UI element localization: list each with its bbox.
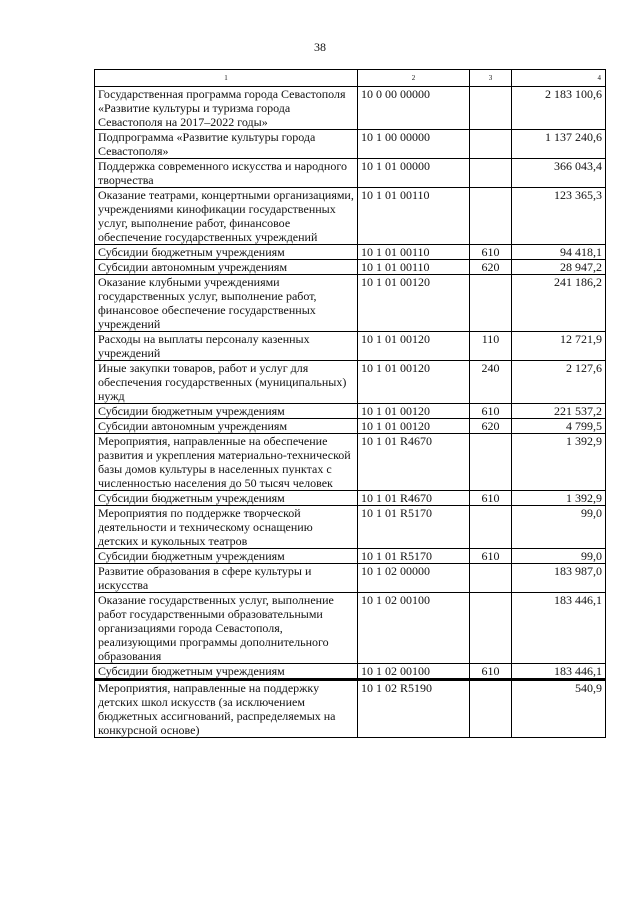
- row-code: 10 1 01 00120: [358, 404, 470, 419]
- row-name: Оказание государственных услуг, выполнение работ государственными образовательными организациями города Севастополя, реализующими программы дополнительного образования: [95, 593, 358, 664]
- row-name: Субсидии автономным учреждениям: [95, 260, 358, 275]
- row-expense-type: [470, 188, 512, 245]
- column-number: 4: [512, 70, 606, 87]
- row-amount: 540,9: [512, 680, 606, 738]
- row-name: Субсидии бюджетным учреждениям: [95, 404, 358, 419]
- table-row: [95, 404, 606, 419]
- column-number: 1: [95, 70, 358, 87]
- row-amount: 221 537,2: [512, 404, 606, 419]
- row-expense-type: 110: [470, 332, 512, 361]
- row-amount: 183 446,1: [512, 593, 606, 664]
- row-amount: 366 043,4: [512, 159, 606, 188]
- table-row: [95, 419, 606, 434]
- table-row: [95, 434, 606, 491]
- table-row: [95, 332, 606, 361]
- row-code: 10 1 01 R5170: [358, 549, 470, 564]
- row-expense-type: 610: [470, 491, 512, 506]
- row-expense-type: [470, 593, 512, 664]
- table-row: [95, 130, 606, 159]
- table-row: [95, 245, 606, 260]
- row-name: Развитие образования в сфере культуры и искусства: [95, 564, 358, 593]
- row-name: Поддержка современного искусства и народного творчества: [95, 159, 358, 188]
- row-code: 10 1 01 00110: [358, 260, 470, 275]
- row-expense-type: 610: [470, 245, 512, 260]
- row-code: 10 1 01 00120: [358, 275, 470, 332]
- row-code: 10 1 01 R5170: [358, 506, 470, 549]
- page-number: 38: [314, 40, 326, 54]
- row-code: 10 1 01 00120: [358, 419, 470, 434]
- row-expense-type: [470, 130, 512, 159]
- row-expense-type: 610: [470, 664, 512, 680]
- row-code: 10 1 01 00120: [358, 361, 470, 404]
- table-row: [95, 491, 606, 506]
- table-row: [95, 593, 606, 664]
- row-expense-type: [470, 564, 512, 593]
- row-expense-type: [470, 87, 512, 130]
- row-name: Государственная программа города Севастополя «Развитие культуры и туризма города Севастополя на 2017–2022 годы»: [95, 87, 358, 130]
- row-expense-type: [470, 275, 512, 332]
- row-amount: 241 186,2: [512, 275, 606, 332]
- row-amount: 94 418,1: [512, 245, 606, 260]
- row-expense-type: 610: [470, 404, 512, 419]
- row-amount: 1 137 240,6: [512, 130, 606, 159]
- row-code: 10 1 02 00100: [358, 593, 470, 664]
- row-amount: 183 446,1: [512, 664, 606, 680]
- row-code: 10 1 01 00110: [358, 245, 470, 260]
- table-row: [95, 275, 606, 332]
- table-row: [95, 87, 606, 130]
- row-amount: 99,0: [512, 549, 606, 564]
- row-code: 10 1 01 R4670: [358, 434, 470, 491]
- row-name: Оказание клубными учреждениями государственных услуг, выполнение работ, финансовое обеспечение государственных учреждений: [95, 275, 358, 332]
- row-expense-type: 620: [470, 419, 512, 434]
- row-name: Субсидии бюджетным учреждениям: [95, 549, 358, 564]
- row-name: Иные закупки товаров, работ и услуг для обеспечения государственных (муниципальных) нужд: [95, 361, 358, 404]
- row-amount: 183 987,0: [512, 564, 606, 593]
- table-row: [95, 188, 606, 245]
- table-row: [95, 664, 606, 680]
- row-amount: 2 127,6: [512, 361, 606, 404]
- row-code: 10 1 01 00000: [358, 159, 470, 188]
- row-expense-type: 610: [470, 549, 512, 564]
- row-expense-type: [470, 434, 512, 491]
- table-row: [95, 680, 606, 738]
- row-name: Мероприятия по поддержке творческой деятельности и техническому оснащению детских и кукольных театров: [95, 506, 358, 549]
- row-amount: 12 721,9: [512, 332, 606, 361]
- row-name: Мероприятия, направленные на обеспечение развития и укрепления материально-технической базы домов культуры в населенных пунктах с численностью населения до 50 тысяч человек: [95, 434, 358, 491]
- row-amount: 1 392,9: [512, 434, 606, 491]
- row-amount: 4 799,5: [512, 419, 606, 434]
- row-expense-type: [470, 680, 512, 738]
- row-expense-type: 240: [470, 361, 512, 404]
- row-code: 10 1 01 00110: [358, 188, 470, 245]
- row-code: 10 1 01 00120: [358, 332, 470, 361]
- table-row: [95, 159, 606, 188]
- row-name: Мероприятия, направленные на поддержку детских школ искусств (за исключением бюджетных ассигнований, распределяемых на конкурсной основе): [95, 680, 358, 738]
- row-code: 10 1 02 R5190: [358, 680, 470, 738]
- table-row: [95, 260, 606, 275]
- row-name: Расходы на выплаты персоналу казенных учреждений: [95, 332, 358, 361]
- row-amount: 99,0: [512, 506, 606, 549]
- row-expense-type: 620: [470, 260, 512, 275]
- table-row: [95, 549, 606, 564]
- row-code: 10 1 02 00000: [358, 564, 470, 593]
- row-name: Субсидии автономным учреждениям: [95, 419, 358, 434]
- row-code: 10 1 02 00100: [358, 664, 470, 680]
- budget-table: [94, 69, 606, 738]
- table-row: [95, 506, 606, 549]
- column-number-row: [95, 70, 606, 87]
- row-amount: 2 183 100,6: [512, 87, 606, 130]
- table-row: [95, 361, 606, 404]
- row-name: Субсидии бюджетным учреждениям: [95, 491, 358, 506]
- row-amount: 1 392,9: [512, 491, 606, 506]
- row-name: Подпрограмма «Развитие культуры города Севастополя»: [95, 130, 358, 159]
- row-name: Оказание театрами, концертными организациями, учреждениями кинофикации государственных услуг, выполнение работ, финансовое обеспечение государственных учреждений: [95, 188, 358, 245]
- row-code: 10 1 01 R4670: [358, 491, 470, 506]
- row-expense-type: [470, 159, 512, 188]
- row-name: Субсидии бюджетным учреждениям: [95, 664, 358, 680]
- row-code: 10 0 00 00000: [358, 87, 470, 130]
- row-name: Субсидии бюджетным учреждениям: [95, 245, 358, 260]
- row-expense-type: [470, 506, 512, 549]
- row-code: 10 1 00 00000: [358, 130, 470, 159]
- column-number: 3: [470, 70, 512, 87]
- row-amount: 123 365,3: [512, 188, 606, 245]
- row-amount: 28 947,2: [512, 260, 606, 275]
- column-number: 2: [358, 70, 470, 87]
- table-row: [95, 564, 606, 593]
